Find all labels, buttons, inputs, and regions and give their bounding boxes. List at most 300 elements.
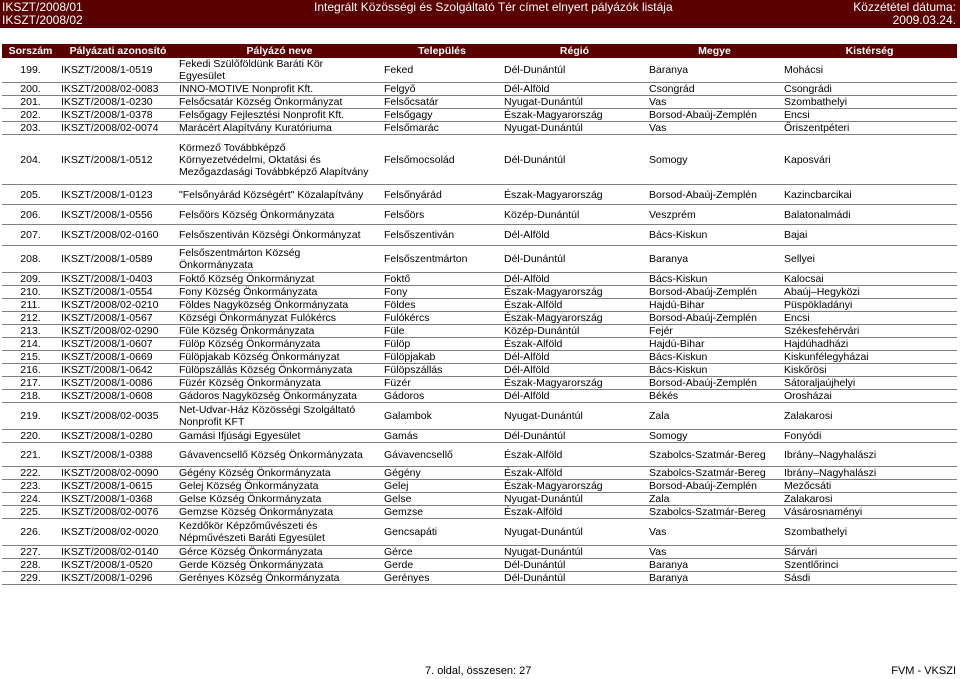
row-number-cell: 206. xyxy=(2,205,59,225)
county-cell: Szabolcs-Szatmár-Bereg xyxy=(647,467,782,480)
application-id-cell: IKSZT/2008/1-0296 xyxy=(59,572,177,585)
applicant-name-cell xyxy=(177,205,382,225)
application-id-cell: IKSZT/2008/02-0083 xyxy=(59,83,177,96)
row-number-cell: 228. xyxy=(2,559,59,572)
applicant-name-line: INNO-MOTIVE Nonprofit Kft. xyxy=(179,83,314,95)
application-id-cell: IKSZT/2008/1-0368 xyxy=(59,493,177,506)
column-header: Kistérség xyxy=(782,44,957,58)
column-header: Megye xyxy=(647,44,782,58)
subregion-cell: Mezőcsáti xyxy=(782,480,957,493)
settlement-cell: Felsőörs xyxy=(382,205,502,225)
county-cell: Bács-Kiskun xyxy=(647,273,782,286)
county-cell: Hajdú-Bihar xyxy=(647,338,782,351)
application-id-cell: IKSZT/2008/1-0230 xyxy=(59,96,177,109)
county-cell: Vas xyxy=(647,546,782,559)
county-cell: Baranya xyxy=(647,246,782,273)
table-row xyxy=(2,83,957,96)
applicant-name-cell xyxy=(177,185,382,205)
subregion-cell: Ibrány–Nagyhalászi xyxy=(782,443,957,467)
settlement-cell: Földes xyxy=(382,299,502,312)
row-number-cell: 220. xyxy=(2,430,59,443)
subregion-cell: Balatonalmádi xyxy=(782,205,957,225)
subregion-cell: Bajai xyxy=(782,225,957,246)
settlement-cell: Felgyő xyxy=(382,83,502,96)
county-cell: Veszprém xyxy=(647,205,782,225)
region-cell: Dél-Dunántúl xyxy=(502,572,647,585)
application-id-cell: IKSZT/2008/1-0556 xyxy=(59,205,177,225)
table-row xyxy=(2,325,957,338)
row-number-cell: 222. xyxy=(2,467,59,480)
table-row xyxy=(2,225,957,246)
applicant-name-line: Fülöpjakab Község Önkormányzat xyxy=(179,351,340,363)
applicant-name-cell xyxy=(177,122,382,135)
applicant-name-cell xyxy=(177,519,382,546)
applicant-name-cell xyxy=(177,83,382,96)
county-cell: Borsod-Abaúj-Zemplén xyxy=(647,286,782,299)
settlement-cell: Gelej xyxy=(382,480,502,493)
table-row xyxy=(2,135,957,185)
publication-date-label: Közzététel dátuma: xyxy=(853,0,956,14)
region-cell: Dél-Alföld xyxy=(502,273,647,286)
applicant-name-line: Gerényes Község Önkormányzata xyxy=(179,572,340,584)
applicant-name-cell xyxy=(177,467,382,480)
applicant-name-line: Egyesület xyxy=(179,70,226,82)
applicant-name-cell xyxy=(177,430,382,443)
applicant-name-cell xyxy=(177,493,382,506)
table-row xyxy=(2,377,957,390)
row-number-cell: 218. xyxy=(2,390,59,403)
region-cell: Észak-Alföld xyxy=(502,443,647,467)
region-cell: Észak-Magyarország xyxy=(502,109,647,122)
applicant-name-line: Fony Község Önkormányzata xyxy=(179,286,318,298)
settlement-cell: Gérce xyxy=(382,546,502,559)
region-cell: Dél-Alföld xyxy=(502,364,647,377)
table-row xyxy=(2,430,957,443)
settlement-cell: Feked xyxy=(382,58,502,83)
applicant-name-line: Füle Község Önkormányzata xyxy=(179,325,315,337)
applicant-name-line: Környezetvédelmi, Oktatási és xyxy=(179,153,321,166)
application-id-cell: IKSZT/2008/02-0140 xyxy=(59,546,177,559)
applicant-name-line: Gelej Község Önkormányzata xyxy=(179,480,319,492)
application-id-cell: IKSZT/2008/02-0210 xyxy=(59,299,177,312)
applicant-name-cell xyxy=(177,58,382,83)
subregion-cell: Vásárosnaményi xyxy=(782,506,957,519)
county-cell: Borsod-Abaúj-Zemplén xyxy=(647,377,782,390)
table-row xyxy=(2,390,957,403)
table-row xyxy=(2,467,957,480)
region-cell: Dél-Dunántúl xyxy=(502,135,647,185)
column-header: Pályázati azonosító xyxy=(59,44,177,58)
table-row xyxy=(2,506,957,519)
applicant-name-line: Gádoros Nagyközség Önkormányzata xyxy=(179,390,358,402)
county-cell: Szabolcs-Szatmár-Bereg xyxy=(647,443,782,467)
subregion-cell: Kiskőrösi xyxy=(782,364,957,377)
application-id-cell: IKSZT/2008/1-0280 xyxy=(59,430,177,443)
county-cell: Somogy xyxy=(647,430,782,443)
subregion-cell: Szentlőrinci xyxy=(782,559,957,572)
county-cell: Somogy xyxy=(647,135,782,185)
application-id-cell: IKSZT/2008/1-0608 xyxy=(59,390,177,403)
subregion-cell: Encsi xyxy=(782,109,957,122)
region-cell: Dél-Dunántúl xyxy=(502,246,647,273)
publication-date-value: 2009.03.24. xyxy=(892,13,956,27)
row-number-cell: 211. xyxy=(2,299,59,312)
settlement-cell: Felsőgagy xyxy=(382,109,502,122)
settlement-cell: Gerényes xyxy=(382,572,502,585)
table-row xyxy=(2,96,957,109)
region-cell: Dél-Dunántúl xyxy=(502,430,647,443)
program-code-2: IKSZT/2008/02 xyxy=(2,13,83,27)
application-id-cell: IKSZT/2008/02-0160 xyxy=(59,225,177,246)
application-id-cell: IKSZT/2008/02-0020 xyxy=(59,519,177,546)
application-id-cell: IKSZT/2008/1-0519 xyxy=(59,58,177,83)
applicant-name-line: Népművészeti Baráti Egyesület xyxy=(179,532,325,544)
column-header: Pályázó neve xyxy=(177,44,382,58)
region-cell: Dél-Dunántúl xyxy=(502,559,647,572)
row-number-cell: 208. xyxy=(2,246,59,273)
region-cell: Nyugat-Dunántúl xyxy=(502,122,647,135)
region-cell: Nyugat-Dunántúl xyxy=(502,403,647,430)
document-title: Integrált Közösségi és Szolgáltató Tér címet elnyert pályázók listája xyxy=(314,0,673,14)
application-id-cell: IKSZT/2008/1-0642 xyxy=(59,364,177,377)
row-number-cell: 200. xyxy=(2,83,59,96)
page-number: 7. oldal, összesen: 27 xyxy=(425,665,532,677)
settlement-cell: Fülöpjakab xyxy=(382,351,502,364)
county-cell: Vas xyxy=(647,122,782,135)
county-cell: Baranya xyxy=(647,58,782,83)
application-id-cell: IKSZT/2008/1-0607 xyxy=(59,338,177,351)
program-code-1: IKSZT/2008/01 xyxy=(2,0,83,14)
applicant-name-cell xyxy=(177,546,382,559)
region-cell: Észak-Magyarország xyxy=(502,312,647,325)
row-number-cell: 203. xyxy=(2,122,59,135)
application-id-cell: IKSZT/2008/1-0615 xyxy=(59,480,177,493)
settlement-cell: Fülöpszállás xyxy=(382,364,502,377)
application-id-cell: IKSZT/2008/1-0589 xyxy=(59,246,177,273)
table-row xyxy=(2,273,957,286)
table-body xyxy=(2,58,957,585)
row-number-cell: 224. xyxy=(2,493,59,506)
applicant-name-line: Gerde Község Önkormányzata xyxy=(179,559,324,571)
row-number-cell: 226. xyxy=(2,519,59,546)
table-row xyxy=(2,403,957,430)
county-cell: Borsod-Abaúj-Zemplén xyxy=(647,312,782,325)
settlement-cell: Gencsapáti xyxy=(382,519,502,546)
subregion-cell: Orosházai xyxy=(782,390,957,403)
subregion-cell: Szombathelyi xyxy=(782,96,957,109)
subregion-cell: Sellyei xyxy=(782,246,957,273)
subregion-cell: Zalakarosi xyxy=(782,403,957,430)
settlement-cell: Galambok xyxy=(382,403,502,430)
county-cell: Bács-Kiskun xyxy=(647,225,782,246)
subregion-cell: Hajdúhadházi xyxy=(782,338,957,351)
applicant-name-line: Gelse Község Önkormányzata xyxy=(179,493,322,505)
applicant-name-line: Foktő Község Önkormányzat xyxy=(179,273,315,285)
subregion-cell: Fonyódi xyxy=(782,430,957,443)
county-cell: Baranya xyxy=(647,559,782,572)
table-row xyxy=(2,109,957,122)
county-cell: Vas xyxy=(647,96,782,109)
settlement-cell: Foktő xyxy=(382,273,502,286)
applicant-name-cell xyxy=(177,443,382,467)
region-cell: Észak-Magyarország xyxy=(502,185,647,205)
application-id-cell: IKSZT/2008/1-0086 xyxy=(59,377,177,390)
region-cell: Észak-Magyarország xyxy=(502,480,647,493)
applicant-name-cell xyxy=(177,559,382,572)
county-cell: Borsod-Abaúj-Zemplén xyxy=(647,109,782,122)
county-cell: Csongrád xyxy=(647,83,782,96)
applicant-name-cell xyxy=(177,273,382,286)
row-number-cell: 205. xyxy=(2,185,59,205)
applicant-name-line: Földes Nagyközség Önkormányzata xyxy=(179,299,349,311)
application-id-cell: IKSZT/2008/1-0403 xyxy=(59,273,177,286)
region-cell: Dél-Alföld xyxy=(502,225,647,246)
row-number-cell: 209. xyxy=(2,273,59,286)
applicant-name-line: Füzér Község Önkormányzata xyxy=(179,377,321,389)
county-cell: Fejér xyxy=(647,325,782,338)
applicant-name-cell xyxy=(177,506,382,519)
application-id-cell: IKSZT/2008/1-0554 xyxy=(59,286,177,299)
applicant-name-cell xyxy=(177,377,382,390)
applicant-name-cell xyxy=(177,246,382,273)
region-cell: Észak-Alföld xyxy=(502,506,647,519)
application-id-cell: IKSZT/2008/1-0567 xyxy=(59,312,177,325)
applicant-name-line: "Felsőnyárád Községért" Közalapítvány xyxy=(179,188,364,201)
subregion-cell: Sásdi xyxy=(782,572,957,585)
subregion-cell: Zalakarosi xyxy=(782,493,957,506)
table-row xyxy=(2,480,957,493)
applicant-name-cell xyxy=(177,225,382,246)
application-id-cell: IKSZT/2008/1-0388 xyxy=(59,443,177,467)
table-row xyxy=(2,559,957,572)
applicant-name-cell xyxy=(177,96,382,109)
settlement-cell: Füle xyxy=(382,325,502,338)
settlement-cell: Fulókércs xyxy=(382,312,502,325)
application-id-cell: IKSZT/2008/02-0035 xyxy=(59,403,177,430)
county-cell: Hajdú-Bihar xyxy=(647,299,782,312)
county-cell: Zala xyxy=(647,493,782,506)
row-number-cell: 212. xyxy=(2,312,59,325)
application-id-cell: IKSZT/2008/1-0512 xyxy=(59,135,177,185)
row-number-cell: 214. xyxy=(2,338,59,351)
county-cell: Borsod-Abaúj-Zemplén xyxy=(647,185,782,205)
region-cell: Dél-Alföld xyxy=(502,390,647,403)
subregion-cell: Sárvári xyxy=(782,546,957,559)
applicant-name-cell xyxy=(177,325,382,338)
county-cell: Szabolcs-Szatmár-Bereg xyxy=(647,506,782,519)
settlement-cell: Gávavencsellő xyxy=(382,443,502,467)
table-row xyxy=(2,351,957,364)
applicant-name-line: Gamási Ifjúsági Egyesület xyxy=(179,430,301,442)
subregion-cell: Székesfehérvári xyxy=(782,325,957,338)
region-cell: Közép-Dunántúl xyxy=(502,205,647,225)
row-number-cell: 207. xyxy=(2,225,59,246)
table-row xyxy=(2,364,957,377)
row-number-cell: 210. xyxy=(2,286,59,299)
applicant-name-cell xyxy=(177,312,382,325)
subregion-cell: Püspökladányi xyxy=(782,299,957,312)
applicant-name-cell xyxy=(177,572,382,585)
applicant-name-line: Mezőgazdasági Továbbképző Alapítvány xyxy=(179,165,369,178)
settlement-cell: Gemzse xyxy=(382,506,502,519)
column-header: Sorszám xyxy=(2,44,59,58)
row-number-cell: 219. xyxy=(2,403,59,430)
subregion-cell: Ibrány–Nagyhalászi xyxy=(782,467,957,480)
table-row xyxy=(2,443,957,467)
applicant-name-line: Felsőgagy Fejlesztési Nonprofit Kft. xyxy=(179,109,345,121)
application-id-cell: IKSZT/2008/1-0520 xyxy=(59,559,177,572)
region-cell: Nyugat-Dunántúl xyxy=(502,546,647,559)
row-number-cell: 201. xyxy=(2,96,59,109)
applicant-name-cell xyxy=(177,299,382,312)
county-cell: Borsod-Abaúj-Zemplén xyxy=(647,480,782,493)
winners-table xyxy=(2,44,957,585)
table-row xyxy=(2,58,957,83)
settlement-cell: Gerde xyxy=(382,559,502,572)
region-cell: Nyugat-Dunántúl xyxy=(502,493,647,506)
table-row xyxy=(2,122,957,135)
settlement-cell: Felsőszentmárton xyxy=(382,246,502,273)
applicant-name-cell xyxy=(177,480,382,493)
applicant-name-line: Községi Önkormányzat Fulókércs xyxy=(179,312,336,324)
region-cell: Közép-Dunántúl xyxy=(502,325,647,338)
region-cell: Dél-Dunántúl xyxy=(502,58,647,83)
column-header: Település xyxy=(382,44,502,58)
subregion-cell: Kazincbarcikai xyxy=(782,185,957,205)
county-cell: Békés xyxy=(647,390,782,403)
region-cell: Nyugat-Dunántúl xyxy=(502,96,647,109)
row-number-cell: 199. xyxy=(2,58,59,83)
subregion-cell: Szombathelyi xyxy=(782,519,957,546)
table-row xyxy=(2,338,957,351)
row-number-cell: 213. xyxy=(2,325,59,338)
application-id-cell: IKSZT/2008/1-0378 xyxy=(59,109,177,122)
applicant-name-line: Nonprofit KFT xyxy=(179,416,245,428)
applicant-name-line: Marácért Alapítvány Kuratóriuma xyxy=(179,122,332,134)
table-row xyxy=(2,286,957,299)
applicant-name-cell xyxy=(177,351,382,364)
table-row xyxy=(2,246,957,273)
applicant-name-line: Felsőörs Község Önkormányzata xyxy=(179,208,335,221)
subregion-cell: Kiskunfélegyházai xyxy=(782,351,957,364)
table-row xyxy=(2,519,957,546)
region-cell: Észak-Alföld xyxy=(502,467,647,480)
county-cell: Zala xyxy=(647,403,782,430)
region-cell: Észak-Magyarország xyxy=(502,286,647,299)
subregion-cell: Csongrádi xyxy=(782,83,957,96)
applicant-name-cell xyxy=(177,135,382,185)
row-number-cell: 221. xyxy=(2,443,59,467)
table-row xyxy=(2,546,957,559)
applicant-name-cell xyxy=(177,338,382,351)
settlement-cell: Fülöp xyxy=(382,338,502,351)
table-row xyxy=(2,185,957,205)
applicant-name-line: Gávavencsellő Község Önkormányzata xyxy=(179,448,363,461)
application-id-cell: IKSZT/2008/02-0290 xyxy=(59,325,177,338)
applicant-name-line: Fülöp Község Önkormányzata xyxy=(179,338,321,350)
column-header: Régió xyxy=(502,44,647,58)
region-cell: Nyugat-Dunántúl xyxy=(502,519,647,546)
settlement-cell: Gelse xyxy=(382,493,502,506)
county-cell: Bács-Kiskun xyxy=(647,364,782,377)
table-row xyxy=(2,205,957,225)
applicant-name-line: Önkormányzata xyxy=(179,259,254,271)
settlement-cell: Gégény xyxy=(382,467,502,480)
settlement-cell: Felsőcsatár xyxy=(382,96,502,109)
subregion-cell: Encsi xyxy=(782,312,957,325)
applicant-name-line: Gérce Község Önkormányzata xyxy=(179,546,323,558)
county-cell: Bács-Kiskun xyxy=(647,351,782,364)
applicant-name-line: Fülöpszállás Község Önkormányzata xyxy=(179,364,353,376)
applicant-name-line: Net-Udvar-Ház Közösségi Szolgáltató xyxy=(179,404,356,416)
applicant-name-cell xyxy=(177,390,382,403)
applicant-name-cell xyxy=(177,403,382,430)
settlement-cell: Füzér xyxy=(382,377,502,390)
county-cell: Vas xyxy=(647,519,782,546)
subregion-cell: Kaposvári xyxy=(782,135,957,185)
application-id-cell: IKSZT/2008/1-0123 xyxy=(59,185,177,205)
row-number-cell: 202. xyxy=(2,109,59,122)
applicant-name-line: Fekedi Szülőföldünk Baráti Kör xyxy=(179,58,324,70)
table-row xyxy=(2,299,957,312)
region-cell: Dél-Alföld xyxy=(502,351,647,364)
applicant-name-line: Gégény Község Önkormányzata xyxy=(179,467,331,479)
table-row xyxy=(2,493,957,506)
settlement-cell: Gádoros xyxy=(382,390,502,403)
settlement-cell: Felsőszentiván xyxy=(382,225,502,246)
subregion-cell: Abaúj–Hegyközi xyxy=(782,286,957,299)
subregion-cell: Mohácsi xyxy=(782,58,957,83)
applicant-name-line: Felsőcsatár Község Önkormányzat xyxy=(179,96,343,108)
applicant-name-line: Felsőszentiván Községi Önkormányzat xyxy=(179,229,361,241)
table-row xyxy=(2,312,957,325)
row-number-cell: 229. xyxy=(2,572,59,585)
region-cell: Észak-Alföld xyxy=(502,299,647,312)
applicant-name-line: Felsőszentmárton Község xyxy=(179,247,301,259)
application-id-cell: IKSZT/2008/02-0074 xyxy=(59,122,177,135)
organization-label: FVM - VKSZI xyxy=(891,665,956,677)
row-number-cell: 217. xyxy=(2,377,59,390)
settlement-cell: Gamás xyxy=(382,430,502,443)
applicant-name-cell xyxy=(177,364,382,377)
row-number-cell: 216. xyxy=(2,364,59,377)
table-header-row xyxy=(2,44,957,58)
row-number-cell: 204. xyxy=(2,135,59,185)
subregion-cell: Sátoraljaújhelyi xyxy=(782,377,957,390)
applicant-name-line: Kezdőkör Képzőművészeti és xyxy=(179,520,318,532)
county-cell: Baranya xyxy=(647,572,782,585)
page-header xyxy=(0,0,960,28)
row-number-cell: 223. xyxy=(2,480,59,493)
settlement-cell: Felsőmocsolád xyxy=(382,135,502,185)
settlement-cell: Felsőnyárád xyxy=(382,185,502,205)
row-number-cell: 227. xyxy=(2,546,59,559)
table-row xyxy=(2,572,957,585)
row-number-cell: 215. xyxy=(2,351,59,364)
subregion-cell: Kalocsai xyxy=(782,273,957,286)
settlement-cell: Felsőmarác xyxy=(382,122,502,135)
application-id-cell: IKSZT/2008/02-0076 xyxy=(59,506,177,519)
subregion-cell: Őriszentpéteri xyxy=(782,122,957,135)
application-id-cell: IKSZT/2008/1-0669 xyxy=(59,351,177,364)
region-cell: Észak-Magyarország xyxy=(502,377,647,390)
region-cell: Észak-Alföld xyxy=(502,338,647,351)
settlement-cell: Fony xyxy=(382,286,502,299)
applicant-name-line: Gemzse Község Önkormányzata xyxy=(179,506,334,518)
application-id-cell: IKSZT/2008/02-0090 xyxy=(59,467,177,480)
applicant-name-cell xyxy=(177,286,382,299)
region-cell: Dél-Alföld xyxy=(502,83,647,96)
